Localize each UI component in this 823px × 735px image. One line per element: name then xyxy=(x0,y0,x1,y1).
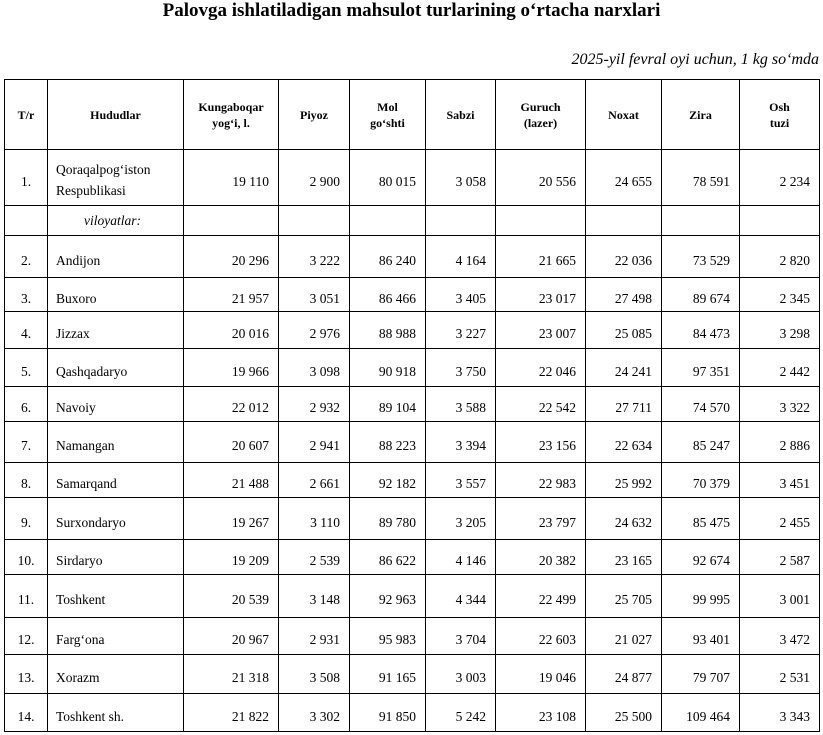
cell-value: 25 085 xyxy=(586,312,662,349)
cell-value: 3 051 xyxy=(279,278,350,312)
cell-value: 92 963 xyxy=(350,575,426,618)
cell-value: 2 941 xyxy=(279,422,350,463)
cell-value: 93 401 xyxy=(662,618,740,655)
header-rice: Guruch (lazer) xyxy=(496,80,586,150)
cell-value: 20 382 xyxy=(496,540,586,575)
table-row xyxy=(5,463,820,498)
cell-value: 21 488 xyxy=(184,463,279,498)
cell-value: 85 475 xyxy=(662,498,740,540)
cell-value: 2 587 xyxy=(740,540,820,575)
table-row xyxy=(5,655,820,694)
cell-value: 99 995 xyxy=(662,575,740,618)
table-row xyxy=(5,278,820,312)
row-region: Namangan xyxy=(48,422,184,463)
table-row xyxy=(5,540,820,575)
row-index: 10. xyxy=(5,540,48,575)
cell-value: 88 223 xyxy=(350,422,426,463)
row-index: 1. xyxy=(5,150,48,206)
row-region: Navoiy xyxy=(48,387,184,422)
cell-value: 23 007 xyxy=(496,312,586,349)
cell-value: 19 267 xyxy=(184,498,279,540)
cell-value: 2 661 xyxy=(279,463,350,498)
cell-value: 3 098 xyxy=(279,349,350,387)
row-index: 4. xyxy=(5,312,48,349)
row-index: 5. xyxy=(5,349,48,387)
cell-value: 20 016 xyxy=(184,312,279,349)
cell-value: 3 508 xyxy=(279,655,350,694)
row-index: 2. xyxy=(5,236,48,278)
cell-value: 2 455 xyxy=(740,498,820,540)
cell-value: 3 003 xyxy=(426,655,496,694)
cell-value: 88 988 xyxy=(350,312,426,349)
row-region: Andijon xyxy=(48,236,184,278)
cell-value: 3 405 xyxy=(426,278,496,312)
cell-value: 24 877 xyxy=(586,655,662,694)
header-sunflower-oil: Kungaboqar yog‘i, l. xyxy=(184,80,279,150)
cell-value: 19 110 xyxy=(184,150,279,206)
cell-value: 3 298 xyxy=(740,312,820,349)
cell-value: 97 351 xyxy=(662,349,740,387)
cell-value: 2 976 xyxy=(279,312,350,349)
cell-value: 19 209 xyxy=(184,540,279,575)
cell-value: 24 655 xyxy=(586,150,662,206)
empty-cell xyxy=(5,206,48,236)
table-row xyxy=(5,422,820,463)
header-idx: T/r xyxy=(5,80,48,150)
cell-value: 21 665 xyxy=(496,236,586,278)
cell-value: 22 046 xyxy=(496,349,586,387)
empty-cell xyxy=(496,206,586,236)
row-index: 11. xyxy=(5,575,48,618)
cell-value: 89 104 xyxy=(350,387,426,422)
cell-value: 21 027 xyxy=(586,618,662,655)
cell-value: 25 992 xyxy=(586,463,662,498)
cell-value: 89 780 xyxy=(350,498,426,540)
cell-value: 23 797 xyxy=(496,498,586,540)
cell-value: 3 227 xyxy=(426,312,496,349)
cell-value: 90 918 xyxy=(350,349,426,387)
price-table xyxy=(4,79,820,732)
cell-value: 86 240 xyxy=(350,236,426,278)
cell-value: 2 900 xyxy=(279,150,350,206)
cell-value: 3 110 xyxy=(279,498,350,540)
cell-value: 74 570 xyxy=(662,387,740,422)
cell-value: 21 318 xyxy=(184,655,279,694)
cell-value: 4 164 xyxy=(426,236,496,278)
cell-value: 95 983 xyxy=(350,618,426,655)
row-region: Samarqand xyxy=(48,463,184,498)
header-cumin: Zira xyxy=(662,80,740,150)
row-index: 12. xyxy=(5,618,48,655)
cell-value: 20 607 xyxy=(184,422,279,463)
row-region: Qoraqalpog‘iston Respublikasi xyxy=(48,150,184,206)
cell-value: 5 242 xyxy=(426,694,496,732)
table-row xyxy=(5,498,820,540)
cell-value: 92 674 xyxy=(662,540,740,575)
header-chickpea: Noxat xyxy=(586,80,662,150)
header-carrot: Sabzi xyxy=(426,80,496,150)
cell-value: 73 529 xyxy=(662,236,740,278)
row-index: 13. xyxy=(5,655,48,694)
table-row xyxy=(5,618,820,655)
empty-cell xyxy=(426,206,496,236)
header-onion: Piyoz xyxy=(279,80,350,150)
row-index: 7. xyxy=(5,422,48,463)
cell-value: 109 464 xyxy=(662,694,740,732)
cell-value: 91 165 xyxy=(350,655,426,694)
cell-value: 2 345 xyxy=(740,278,820,312)
cell-value: 86 622 xyxy=(350,540,426,575)
header-salt: Osh tuzi xyxy=(740,80,820,150)
cell-value: 20 539 xyxy=(184,575,279,618)
cell-value: 70 379 xyxy=(662,463,740,498)
cell-value: 3 001 xyxy=(740,575,820,618)
cell-value: 24 632 xyxy=(586,498,662,540)
cell-value: 22 499 xyxy=(496,575,586,618)
row-index: 6. xyxy=(5,387,48,422)
empty-cell xyxy=(586,206,662,236)
cell-value: 21 957 xyxy=(184,278,279,312)
cell-value: 20 967 xyxy=(184,618,279,655)
row-region: Farg‘ona xyxy=(48,618,184,655)
row-region: Surxondaryo xyxy=(48,498,184,540)
cell-value: 92 182 xyxy=(350,463,426,498)
header-beef: Mol go‘shti xyxy=(350,80,426,150)
cell-value: 84 473 xyxy=(662,312,740,349)
row-region: Qashqadaryo xyxy=(48,349,184,387)
row-region: Toshkent sh. xyxy=(48,694,184,732)
cell-value: 85 247 xyxy=(662,422,740,463)
cell-value: 25 500 xyxy=(586,694,662,732)
header-region: Hududlar xyxy=(48,80,184,150)
cell-value: 3 302 xyxy=(279,694,350,732)
cell-value: 23 156 xyxy=(496,422,586,463)
cell-value: 3 058 xyxy=(426,150,496,206)
cell-value: 80 015 xyxy=(350,150,426,206)
cell-value: 4 344 xyxy=(426,575,496,618)
subheading-label: viloyatlar: xyxy=(48,206,184,236)
cell-value: 2 531 xyxy=(740,655,820,694)
cell-value: 22 603 xyxy=(496,618,586,655)
cell-value: 24 241 xyxy=(586,349,662,387)
cell-value: 2 442 xyxy=(740,349,820,387)
cell-value: 19 046 xyxy=(496,655,586,694)
cell-value: 2 820 xyxy=(740,236,820,278)
cell-value: 86 466 xyxy=(350,278,426,312)
cell-value: 3 557 xyxy=(426,463,496,498)
cell-value: 3 750 xyxy=(426,349,496,387)
empty-cell xyxy=(350,206,426,236)
table-row xyxy=(5,312,820,349)
empty-cell xyxy=(662,206,740,236)
cell-value: 23 017 xyxy=(496,278,586,312)
empty-cell xyxy=(184,206,279,236)
cell-value: 3 205 xyxy=(426,498,496,540)
cell-value: 23 108 xyxy=(496,694,586,732)
cell-value: 21 822 xyxy=(184,694,279,732)
row-index: 9. xyxy=(5,498,48,540)
row-region: Toshkent xyxy=(48,575,184,618)
cell-value: 4 146 xyxy=(426,540,496,575)
cell-value: 89 674 xyxy=(662,278,740,312)
cell-value: 22 634 xyxy=(586,422,662,463)
empty-cell xyxy=(279,206,350,236)
cell-value: 22 983 xyxy=(496,463,586,498)
cell-value: 3 588 xyxy=(426,387,496,422)
cell-value: 22 012 xyxy=(184,387,279,422)
cell-value: 78 591 xyxy=(662,150,740,206)
subheading-row xyxy=(5,206,820,236)
cell-value: 3 704 xyxy=(426,618,496,655)
row-index: 8. xyxy=(5,463,48,498)
cell-value: 2 931 xyxy=(279,618,350,655)
cell-value: 3 343 xyxy=(740,694,820,732)
cell-value: 2 932 xyxy=(279,387,350,422)
cell-value: 3 394 xyxy=(426,422,496,463)
cell-value: 3 472 xyxy=(740,618,820,655)
cell-value: 27 498 xyxy=(586,278,662,312)
cell-value: 25 705 xyxy=(586,575,662,618)
cell-value: 19 966 xyxy=(184,349,279,387)
cell-value: 2 886 xyxy=(740,422,820,463)
page-title: Palovga ishlatiladigan mahsulot turlarining o‘rtacha narxlari xyxy=(162,0,661,21)
row-region: Jizzax xyxy=(48,312,184,349)
row-region: Xorazm xyxy=(48,655,184,694)
cell-value: 91 850 xyxy=(350,694,426,732)
header-row xyxy=(5,80,820,150)
cell-value: 3 451 xyxy=(740,463,820,498)
table-row xyxy=(5,694,820,732)
cell-value: 27 711 xyxy=(586,387,662,422)
cell-value: 79 707 xyxy=(662,655,740,694)
empty-cell xyxy=(740,206,820,236)
table-row xyxy=(5,387,820,422)
table-row xyxy=(5,150,820,206)
table-row xyxy=(5,236,820,278)
cell-value: 20 296 xyxy=(184,236,279,278)
regions-body xyxy=(5,236,820,732)
cell-value: 22 036 xyxy=(586,236,662,278)
row-region: Buxoro xyxy=(48,278,184,312)
row-index: 3. xyxy=(5,278,48,312)
cell-value: 3 222 xyxy=(279,236,350,278)
table-row xyxy=(5,349,820,387)
cell-value: 23 165 xyxy=(586,540,662,575)
table-subtitle: 2025-yil fevral oyi uchun, 1 kg so‘mda xyxy=(571,51,819,68)
row-region: Sirdaryo xyxy=(48,540,184,575)
cell-value: 20 556 xyxy=(496,150,586,206)
cell-value: 22 542 xyxy=(496,387,586,422)
cell-value: 2 234 xyxy=(740,150,820,206)
table-row xyxy=(5,575,820,618)
row-index: 14. xyxy=(5,694,48,732)
cell-value: 3 322 xyxy=(740,387,820,422)
cell-value: 2 539 xyxy=(279,540,350,575)
cell-value: 3 148 xyxy=(279,575,350,618)
